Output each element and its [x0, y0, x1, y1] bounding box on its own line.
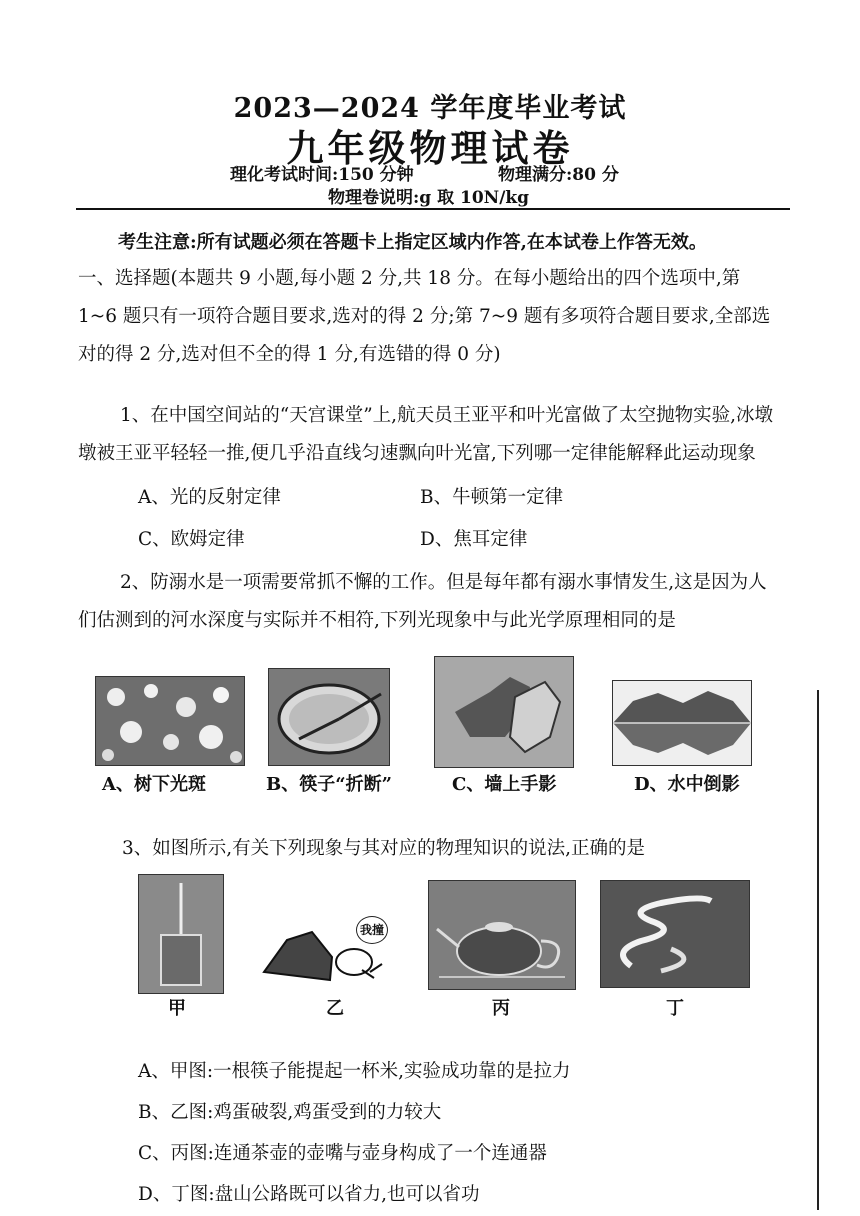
exam-title: 2023—2024 学年度毕业考试: [233, 93, 627, 124]
q3-caption-ding: 丁: [666, 998, 684, 1019]
tree-light-spots-image: [95, 676, 245, 766]
q2-caption-a: A、树下光斑: [102, 774, 206, 795]
q3-stem: 3、如图所示,有关下列现象与其对应的物理知识的说法,正确的是: [122, 838, 646, 859]
q3-caption-yi: 乙: [326, 998, 344, 1019]
q1-option-c: C、欧姆定律: [138, 529, 245, 550]
teapot-image: [428, 880, 576, 990]
q3-option-a: A、甲图:一根筷子能提起一杯米,实验成功靠的是拉力: [138, 1061, 571, 1082]
chopstick-rice-image: [138, 874, 224, 994]
q3-option-d: D、丁图:盘山公路既可以省力,也可以省功: [138, 1184, 480, 1205]
chopstick-bowl-image: [268, 668, 390, 766]
water-reflection-image: [612, 680, 752, 766]
gravity-note: 物理卷说明:g 取 10N/kg: [328, 188, 530, 208]
margin-line: [817, 690, 819, 1210]
header-divider: [76, 208, 790, 210]
exam-time: 理化考试时间:150 分钟: [230, 165, 414, 185]
q1-option-d: D、焦耳定律: [420, 529, 528, 550]
q1-stem: 1、在中国空间站的“天宫课堂”上,航天员王亚平和叶光富做了太空抛物实验,冰墩墩被王亚平轻轻一推,便几乎沿直线匀速飘向叶光富,下列哪一定律能解释此运动现象: [78, 405, 773, 464]
q3-caption-jia: 甲: [168, 998, 186, 1019]
hand-shadow-image: [434, 656, 574, 768]
q3-caption-bing: 丙: [492, 998, 510, 1019]
paper-title: 九年级物理试卷: [286, 126, 574, 170]
q2-caption-c: C、墙上手影: [452, 774, 557, 795]
q1-option-a: A、光的反射定律: [138, 487, 281, 508]
q1-option-b: B、牛顿第一定律: [420, 487, 564, 508]
q3-option-c: C、丙图:连通茶壶的壶嘴与壶身构成了一个连通器: [138, 1143, 547, 1164]
speech-bubble: 我撞: [356, 916, 388, 944]
full-score: 物理满分:80 分: [498, 165, 619, 185]
q2-caption-d: D、水中倒影: [634, 774, 740, 795]
exam-notice: 考生注意:所有试题必须在答题卡上指定区域内作答,在本试卷上作答无效。: [118, 232, 707, 253]
q2-stem: 2、防溺水是一项需要常抓不懈的工作。但是每年都有溺水事情发生,这是因为人们估测到的河水深度与实际并不相符,下列光现象中与此光学原理相同的是: [78, 572, 767, 631]
section-intro: 一、选择题(本题共 9 小题,每小题 2 分,共 18 分。在每小题给出的四个选项中,第 1~6 题只有一项符合题目要求,选对的得 2 分;第 7~9 题有多项符合题目要求,全部选对的得 2 分,选对但不全的得 1 分,有选错的得 0 分): [78, 268, 771, 365]
mountain-road-image: [600, 880, 750, 988]
q2-caption-b: B、筷子“折断”: [266, 774, 392, 795]
q3-option-b: B、乙图:鸡蛋破裂,鸡蛋受到的力较大: [138, 1102, 442, 1123]
